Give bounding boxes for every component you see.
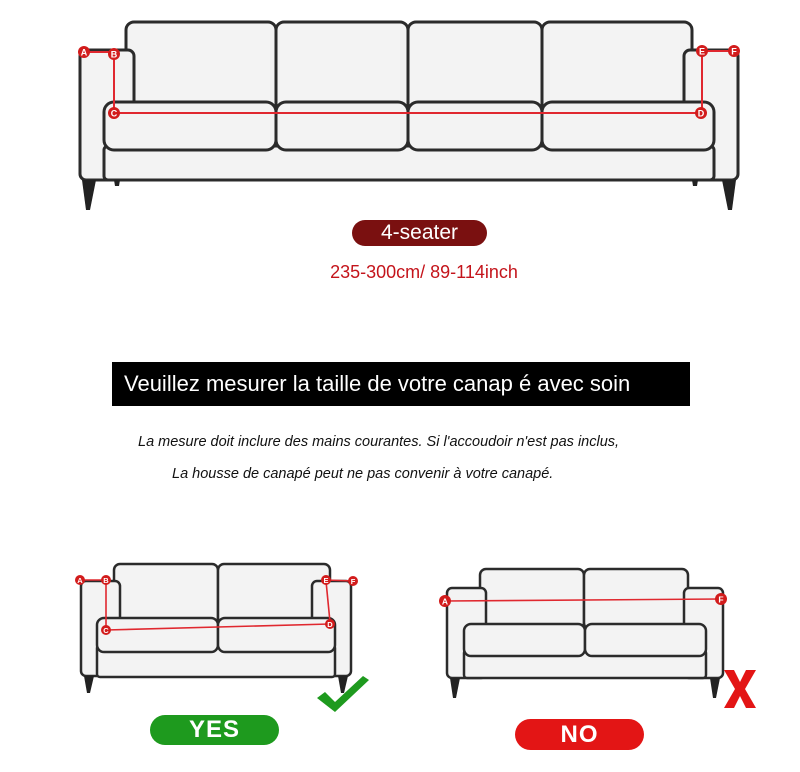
no-label: NO [515,719,644,750]
size-range-text: 235-300cm/ 89-114inch [330,262,518,282]
marker-e [696,45,708,57]
svg-text:A: A [77,576,83,585]
marker-f [728,45,740,57]
marker-d [325,619,335,629]
wrong-measurement-sofa [430,560,740,705]
svg-text:B: B [110,49,118,60]
instruction-banner: Veuillez mesurer la taille de votre canap é avec soin [112,362,690,406]
svg-text:E: E [698,46,706,57]
svg-text:D: D [697,108,705,119]
marker-f [348,576,358,586]
marker-a [78,46,90,58]
instruction-note-line-1: La mesure doit inclure des mains courantes. Si l'accoudoir n'est pas inclus, [138,434,620,450]
yes-label: YES [150,715,279,745]
svg-text:C: C [103,626,109,635]
marker-f [715,593,727,605]
svg-text:F: F [731,46,737,57]
instruction-note-line-2: La housse de canapé peut ne pas convenir à votre canapé. [172,466,554,482]
four-seater-sofa-illustration [0,0,800,215]
svg-text:F: F [718,594,724,605]
marker-c [101,625,111,635]
marker-a [75,575,85,585]
svg-text:B: B [103,576,109,585]
svg-text:A: A [80,47,88,58]
svg-text:A: A [441,596,449,607]
marker-e [321,575,331,585]
marker-b [108,48,120,60]
x-icon [722,668,758,710]
svg-text:E: E [323,576,329,585]
marker-c [108,107,120,119]
check-icon [315,674,371,714]
marker-d [695,107,707,119]
svg-text:C: C [110,108,118,119]
svg-text:F: F [350,577,356,586]
svg-text:D: D [327,620,333,629]
marker-a [439,595,451,607]
seater-badge: 4-seater [352,220,487,246]
marker-b [101,575,111,585]
